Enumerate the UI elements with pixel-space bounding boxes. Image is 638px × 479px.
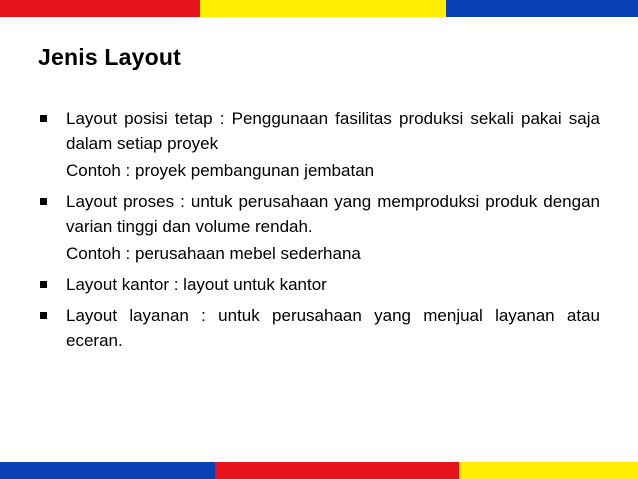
stripe-segment-red <box>0 0 200 17</box>
item-text: Layout layanan : untuk perusahaan yang menjual layanan atau eceran. <box>66 306 600 350</box>
list-item <box>40 106 600 156</box>
slide-title: Jenis Layout <box>38 44 181 70</box>
item-text: Layout proses : untuk perusahaan yang memproduksi produk dengan varian tinggi dan volume rendah. <box>66 192 600 236</box>
bullet-list <box>40 106 600 355</box>
stripe-segment-blue <box>0 462 215 479</box>
square-bullet-icon <box>40 198 47 205</box>
top-color-stripe <box>0 0 638 17</box>
list-item <box>40 303 600 353</box>
item-example-text: Contoh : proyek pembangunan jembatan <box>66 161 375 180</box>
list-item-example <box>40 241 600 266</box>
item-example-text: Contoh : perusahaan mebel sederhana <box>66 244 361 263</box>
stripe-segment-yellow <box>200 0 446 17</box>
item-text: Layout posisi tetap : Penggunaan fasilitas produksi sekali pakai saja dalam setiap proyek <box>66 109 600 153</box>
square-bullet-icon <box>40 281 47 288</box>
list-item-example <box>40 158 600 183</box>
list-item <box>40 272 600 297</box>
square-bullet-icon <box>40 115 47 122</box>
bottom-color-stripe <box>0 462 638 479</box>
stripe-segment-blue <box>446 0 638 17</box>
stripe-segment-yellow <box>459 462 638 479</box>
item-text: Layout kantor : layout untuk kantor <box>66 275 327 294</box>
square-bullet-icon <box>40 312 47 319</box>
list-item <box>40 189 600 239</box>
stripe-segment-red <box>215 462 459 479</box>
